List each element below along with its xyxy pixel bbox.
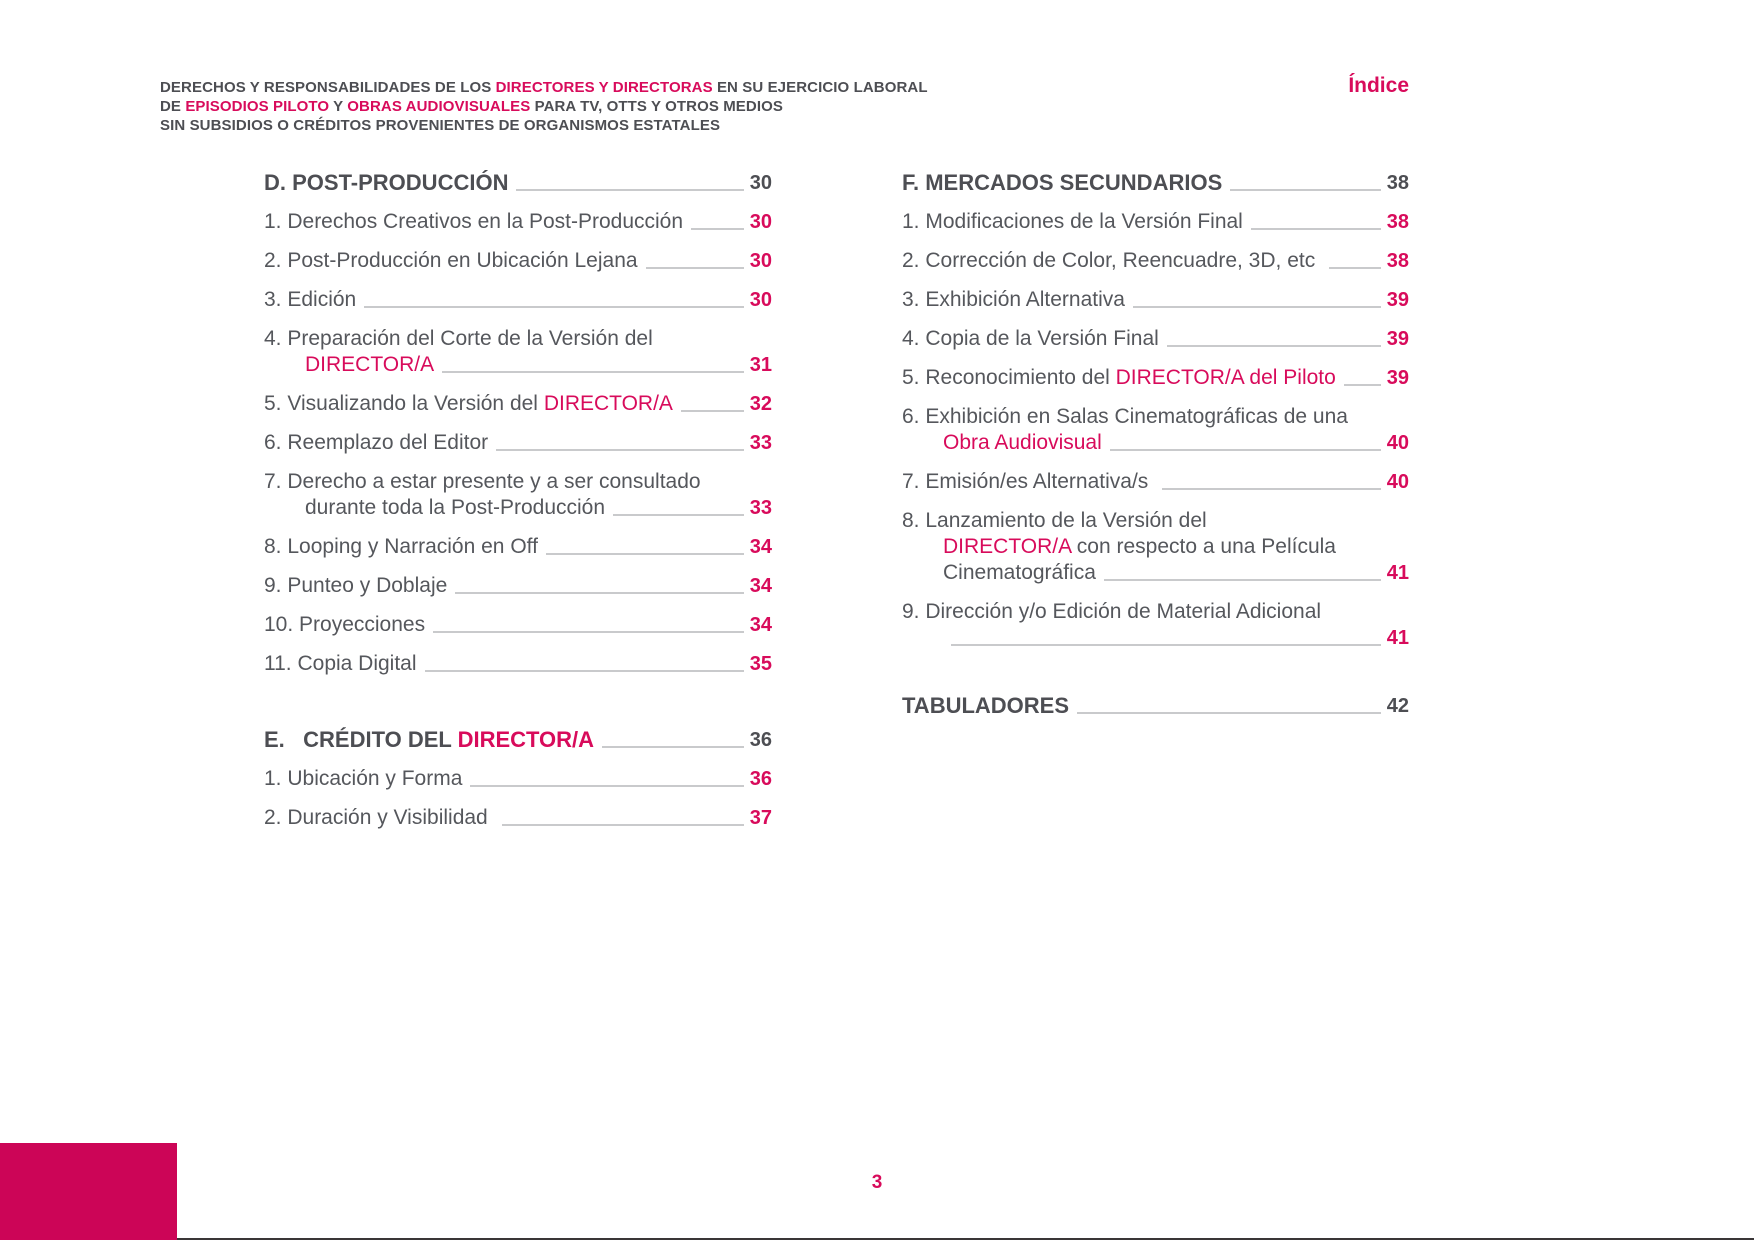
- page-ref-number: 39: [1386, 367, 1409, 389]
- page-ref-number: 34: [749, 614, 772, 636]
- page-ref-number: 31: [749, 354, 772, 376]
- leader-line: [470, 785, 743, 787]
- leader-line: [1230, 189, 1381, 191]
- toc-entry-line: [264, 209, 772, 235]
- toc-item-entry[interactable]: [264, 248, 772, 274]
- toc-entry-text: DIRECTOR/A del Piloto: [1115, 366, 1336, 389]
- page-ref-number: 30: [749, 250, 772, 272]
- toc-section-entry[interactable]: [902, 170, 1409, 196]
- toc-entry-line: [902, 326, 1409, 352]
- toc-entry-text: E. CRÉDITO DEL: [264, 727, 458, 752]
- leader-line: [1077, 712, 1381, 714]
- toc-entry-line: [902, 209, 1409, 235]
- page-ref-number: 33: [749, 432, 772, 454]
- toc-entry-line: [264, 573, 772, 599]
- page-ref-number: 35: [749, 653, 772, 675]
- toc-item-entry[interactable]: [264, 209, 772, 235]
- toc-entry-line: [902, 560, 1409, 586]
- toc-item-entry[interactable]: [264, 805, 772, 831]
- toc-section-entry[interactable]: [902, 693, 1409, 719]
- page-ref-number: 37: [749, 807, 772, 829]
- doc-title-text: EPISODIOS PILOTO: [185, 98, 330, 115]
- page-ref-number: 32: [749, 393, 772, 415]
- doc-title-line: [160, 116, 940, 135]
- toc-entry-line: [264, 805, 772, 831]
- toc-entry-text: 3. Edición: [264, 288, 357, 311]
- leader-line: [364, 306, 744, 308]
- toc-entry-text: 7. Derecho a estar presente y a ser consultado: [264, 470, 701, 493]
- toc-entry-line: [902, 693, 1409, 719]
- toc-item-entry[interactable]: [902, 248, 1409, 274]
- toc-entry-text: TABULADORES: [902, 693, 1070, 718]
- leader-line: [1162, 488, 1381, 490]
- page-ref-number: 30: [749, 289, 772, 311]
- toc-entry-text: 4. Copia de la Versión Final: [902, 327, 1159, 350]
- toc-item-entry[interactable]: [264, 287, 772, 313]
- index-label: Índice: [1348, 74, 1409, 97]
- toc-entry-text: Obra Audiovisual: [943, 431, 1102, 454]
- toc-item-entry[interactable]: [264, 573, 772, 599]
- toc-entry-text: 7. Emisión/es Alternativa/s: [902, 470, 1155, 493]
- page-ref-number: 38: [1386, 250, 1409, 272]
- page-ref-number: 39: [1386, 289, 1409, 311]
- toc-entry-line: [902, 430, 1409, 456]
- page-ref-number: 36: [749, 768, 772, 790]
- leader-line: [455, 592, 743, 594]
- toc-entry-text: F. MERCADOS SECUNDARIOS: [902, 170, 1223, 195]
- toc-entry-line: [902, 625, 1409, 651]
- doc-title-text: DIRECTORES Y DIRECTORAS: [495, 79, 713, 96]
- toc-entry-line: [264, 651, 772, 677]
- toc-entry-line: [264, 612, 772, 638]
- toc-entry-text: DIRECTOR/A: [457, 727, 595, 752]
- leader-line: [613, 514, 744, 516]
- toc-entry-line: [264, 534, 772, 560]
- page-ref-number: 42: [1386, 695, 1409, 717]
- toc-entry-line: [264, 727, 772, 753]
- toc-item-entry[interactable]: [264, 766, 772, 792]
- toc-item-entry[interactable]: [902, 599, 1409, 651]
- toc-entry-text: 10. Proyecciones: [264, 613, 426, 636]
- leader-line: [691, 228, 744, 230]
- toc-item-entry[interactable]: [902, 508, 1409, 586]
- toc-entry-line: [264, 352, 772, 378]
- leader-line: [1329, 267, 1381, 269]
- toc-entry-line: [264, 170, 772, 196]
- toc-item-entry[interactable]: [264, 534, 772, 560]
- toc-entry-line: [902, 534, 1409, 560]
- toc-entry-text: 2. Post-Producción en Ubicación Lejana: [264, 249, 638, 272]
- toc-entry-line: [264, 248, 772, 274]
- leader-line: [425, 670, 744, 672]
- toc-entry-line: [902, 508, 1409, 534]
- leader-line: [1344, 384, 1381, 386]
- doc-title-text: OBRAS AUDIOVISUALES: [347, 98, 531, 115]
- toc-column-right: [902, 170, 1409, 732]
- toc-entry-text: 9. Dirección y/o Edición de Material Adicional: [902, 600, 1322, 623]
- leader-line: [516, 189, 743, 191]
- page-ref-number: 38: [1386, 172, 1409, 194]
- doc-title-text: SIN SUBSIDIOS O CRÉDITOS PROVENIENTES DE ORGANISMOS ESTATALES: [160, 117, 721, 134]
- toc-entry-text: 9. Punteo y Doblaje: [264, 574, 448, 597]
- doc-title-text: PARA TV, OTTS Y OTROS MEDIOS: [530, 98, 783, 115]
- toc-entry-line: [264, 430, 772, 456]
- toc-item-entry[interactable]: [264, 612, 772, 638]
- doc-title-text: EN SU EJERCICIO LABORAL: [712, 79, 928, 96]
- doc-title-text: DE: [160, 98, 186, 115]
- toc-entry-text: 2. Duración y Visibilidad: [264, 806, 494, 829]
- leader-line: [1104, 579, 1381, 581]
- doc-title-text: Y: [329, 98, 348, 115]
- leader-line: [951, 644, 1381, 646]
- toc-entry-text: 11. Copia Digital: [264, 652, 417, 675]
- toc-entry-line: [902, 248, 1409, 274]
- toc-item-entry[interactable]: [264, 469, 772, 521]
- toc-entry-text: DIRECTOR/A: [305, 353, 435, 376]
- toc-entry-text: durante toda la Post-Producción: [305, 496, 606, 519]
- toc-item-entry[interactable]: [264, 430, 772, 456]
- leader-line: [433, 631, 744, 633]
- doc-title-text: DERECHOS Y RESPONSABILIDADES DE LOS: [160, 79, 496, 96]
- toc-entry-line: [902, 404, 1409, 430]
- page-ref-number: 40: [1386, 432, 1409, 454]
- toc-entry-text: 1. Modificaciones de la Versión Final: [902, 210, 1243, 233]
- toc-entry-text: 6. Exhibición en Salas Cinematográficas de una: [902, 405, 1348, 428]
- toc-entry-text: 8. Lanzamiento de la Versión del: [902, 509, 1207, 532]
- leader-line: [546, 553, 744, 555]
- page-ref-number: 30: [749, 211, 772, 233]
- toc-entry-text: con respecto a una Película: [1070, 535, 1336, 558]
- doc-title-line: [160, 97, 940, 116]
- page-ref-number: 40: [1386, 471, 1409, 493]
- toc-entry-text: 5. Reconocimiento del: [902, 366, 1116, 389]
- toc-entry-line: [902, 599, 1409, 625]
- page-ref-number: 34: [749, 536, 772, 558]
- toc-entry-text: 4. Preparación del Corte de la Versión del: [264, 327, 653, 350]
- corner-accent-block: [0, 1143, 177, 1240]
- toc-entry-line: [264, 326, 772, 352]
- doc-title: [160, 78, 940, 135]
- toc-entry-line: [264, 287, 772, 313]
- page-ref-number: 33: [749, 497, 772, 519]
- leader-line: [1167, 345, 1381, 347]
- leader-line: [602, 746, 744, 748]
- toc-entry-line: [264, 469, 772, 495]
- page-ref-number: 38: [1386, 211, 1409, 233]
- leader-line: [502, 824, 744, 826]
- toc-section-entry[interactable]: [264, 170, 772, 196]
- toc-section-entry[interactable]: [264, 727, 772, 753]
- leader-line: [681, 410, 744, 412]
- toc-item-entry[interactable]: [902, 209, 1409, 235]
- toc-entry-line: [902, 365, 1409, 391]
- toc-entry-line: [264, 766, 772, 792]
- toc-item-entry[interactable]: [902, 469, 1409, 495]
- leader-line: [442, 371, 744, 373]
- page-ref-number: 36: [749, 729, 772, 751]
- toc-item-entry[interactable]: [902, 326, 1409, 352]
- toc-entry-text: 1. Ubicación y Forma: [264, 767, 463, 790]
- toc-entry-text: DIRECTOR/A: [543, 392, 673, 415]
- toc-entry-text: 3. Exhibición Alternativa: [902, 288, 1125, 311]
- page-ref-number: 34: [749, 575, 772, 597]
- toc-entry-text: DIRECTOR/A: [943, 535, 1071, 558]
- toc-item-entry[interactable]: [902, 287, 1409, 313]
- toc-entry-text: Cinematográfica: [943, 561, 1096, 584]
- toc-entry-text: 8. Looping y Narración en Off: [264, 535, 538, 558]
- leader-line: [1110, 449, 1381, 451]
- page-ref-number: 39: [1386, 328, 1409, 350]
- page-number: 3: [871, 1172, 883, 1193]
- toc-item-entry[interactable]: [902, 365, 1409, 391]
- toc-column-left: [264, 170, 772, 844]
- page-ref-number: 41: [1386, 627, 1409, 649]
- toc-item-entry[interactable]: [264, 651, 772, 677]
- page-ref-number: 41: [1386, 562, 1409, 584]
- leader-line: [496, 449, 744, 451]
- toc-entry-text: 5. Visualizando la Versión del: [264, 392, 544, 415]
- toc-entry-text: 1. Derechos Creativos en la Post-Producción: [264, 210, 684, 233]
- toc-item-entry[interactable]: [264, 326, 772, 378]
- leader-line: [646, 267, 744, 269]
- toc-entry-text: 6. Reemplazo del Editor: [264, 431, 489, 454]
- toc-entry-line: [902, 287, 1409, 313]
- page-ref-number: 30: [749, 172, 772, 194]
- toc-entry-line: [264, 495, 772, 521]
- toc-entry-text: 2. Corrección de Color, Reencuadre, 3D, etc: [902, 249, 1322, 272]
- toc-entry-line: [264, 391, 772, 417]
- doc-title-line: [160, 78, 940, 97]
- toc-entry-text: D. POST-PRODUCCIÓN: [264, 170, 509, 195]
- toc-entry-line: [902, 469, 1409, 495]
- toc-item-entry[interactable]: [264, 391, 772, 417]
- leader-line: [1133, 306, 1381, 308]
- toc-entry-line: [902, 170, 1409, 196]
- leader-line: [1251, 228, 1381, 230]
- toc-item-entry[interactable]: [902, 404, 1409, 456]
